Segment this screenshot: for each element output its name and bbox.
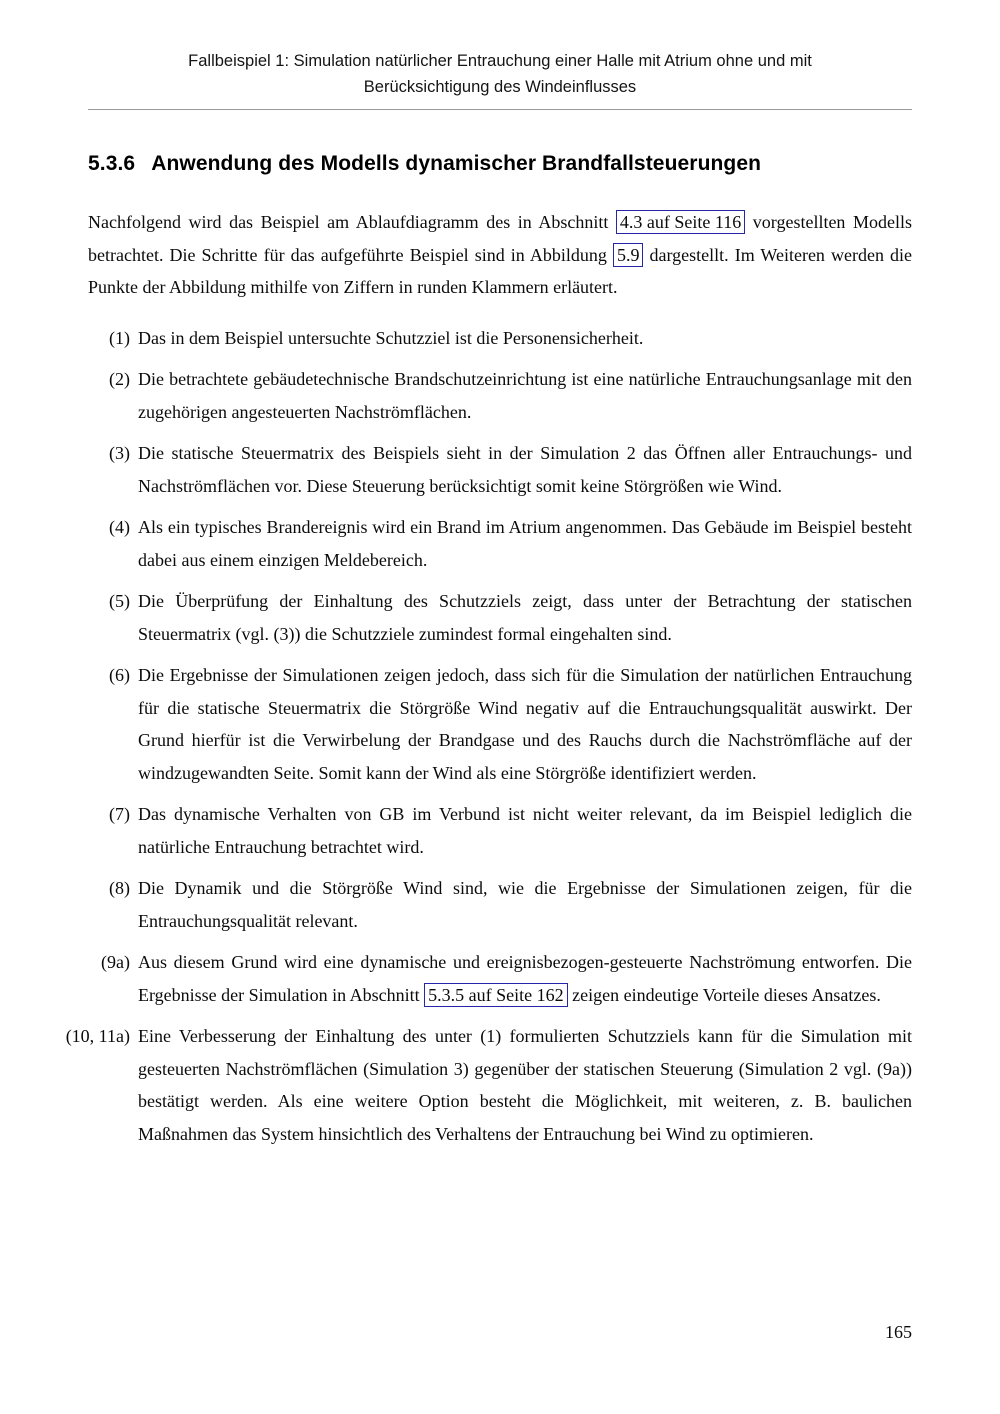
item-label: (8): [109, 878, 130, 898]
item-text: Die betrachtete gebäudetechnische Brandschutzeinrichtung ist eine natürliche Entrauchungsanlage mit den zugehörigen angesteuerten Nachströmflächen.: [138, 369, 912, 422]
item-label: (1): [109, 327, 130, 348]
list-item: [88, 798, 912, 863]
item-text: Das in dem Beispiel untersuchte Schutzziel ist die Personensicherheit.: [138, 327, 644, 348]
list-item: [88, 511, 912, 576]
page-number: 165: [885, 1322, 912, 1342]
list-item: [88, 872, 912, 937]
item-text: Die Ergebnisse der Simulationen zeigen jedoch, dass sich für die Simulation der natürlichen Entrauchung für die statische Steuermatrix die Störgröße Wind negativ auf die Entrauchungsqualität auswirkt. Der Grund hierfür ist die Verwirbelung der Brandgase und des Rauchs durch die Nachströmfläche auf der windzugewandten Seite. Somit kann der Wind als eine Störgröße identifiziert werden.: [138, 665, 912, 783]
item-text: Die Überprüfung der Einhaltung des Schutzziels zeigt, dass unter der Betrachtung der statischen Steuermatrix (vgl. (3)) die Schutzziele zumindest formal eingehalten sind.: [138, 591, 912, 644]
item-label: (3): [109, 443, 130, 463]
section-title: Anwendung des Modells dynamischer Brandfallsteuerungen: [151, 152, 762, 175]
item-text: Eine Verbesserung der Einhaltung des unter (1) formulierten Schutzziels kann für die Simulation mit gesteuerten Nachströmflächen (Simulation 3) gegenüber der statischen Steuerung (Simulation 2 vgl. (9a)) bestätigt werden. Als eine weitere Option besteht die Möglichkeit, mit weiteren, z. B. baulichen Maßnahmen das System hinsichtlich des Verhaltens der Entrauchung bei Wind zu optimieren.: [138, 1026, 912, 1144]
intro-text-2: vorgestellten Modells betrachtet. Die Schritte für das aufgeführte Beispiel sind in Abbildung: [88, 212, 912, 265]
item-text: Aus diesem Grund wird eine dynamische und ereignisbezogen-gesteuerte Nachströmung entworfen. Die Ergebnisse der Simulation in Abschnitt: [138, 952, 912, 1005]
running-head-line-2: Berücksichtigung des Windeinflusses: [363, 78, 637, 96]
item-label: (4): [109, 517, 130, 537]
list-item: [65, 1020, 912, 1150]
header-rule: [88, 109, 912, 110]
item-label: (5): [109, 591, 130, 611]
intro-text-3: dargestellt. Im Weiteren werden die Punkte der Abbildung mithilfe von Ziffern in runden Klammern erläutert.: [88, 244, 913, 297]
list-item: [88, 437, 912, 502]
list-item: [88, 946, 912, 1011]
item-label: (10, 11a): [65, 1026, 130, 1046]
running-head-line-1: Fallbeispiel 1: Simulation natürlicher Entrauchung einer Halle mit Atrium ohne und mit: [188, 52, 812, 70]
cross-reference-link-figure-5-9[interactable]: 5.9: [613, 243, 644, 267]
item-label: (9a): [101, 952, 130, 972]
item-label: (7): [109, 804, 130, 824]
intro-paragraph: [88, 206, 912, 304]
item-text: Das dynamische Verhalten von GB im Verbund ist nicht weiter relevant, da im Beispiel lediglich die natürliche Entrauchung betrachtet wird.: [138, 804, 912, 857]
section-heading: [88, 152, 912, 176]
running-head: [0, 48, 1000, 100]
item-text: zeigen eindeutige Vorteile dieses Ansatzes.: [567, 984, 881, 1005]
item-text: Die statische Steuermatrix des Beispiels sieht in der Simulation 2 das Öffnen aller Entrauchungs- und Nachströmflächen vor. Diese Steuerung berücksichtigt somit keine Störgrößen wie Wind.: [138, 443, 912, 496]
list-item: [88, 322, 912, 355]
list-item: [88, 585, 912, 650]
cross-reference-link-section-4-3[interactable]: 4.3 auf Seite 116: [616, 210, 745, 234]
list-item: [88, 363, 912, 428]
list-item: [88, 659, 912, 789]
item-text: Die Dynamik und die Störgröße Wind sind, wie die Ergebnisse der Simulationen zeigen, für die Entrauchungsqualität relevant.: [138, 878, 912, 931]
cross-reference-link-section-5-3-5[interactable]: 5.3.5 auf Seite 162: [424, 983, 567, 1007]
item-label: (6): [109, 665, 130, 685]
item-label: (2): [109, 369, 130, 389]
item-text: Als ein typisches Brandereignis wird ein Brand im Atrium angenommen. Das Gebäude im Beispiel besteht dabei aus einem einzigen Meldebereich.: [138, 517, 912, 570]
section-number: 5.3.6: [88, 152, 136, 175]
intro-text-1: Nachfolgend wird das Beispiel am Ablaufdiagramm des in Abschnitt: [88, 212, 616, 232]
numbered-list: [65, 322, 912, 1151]
